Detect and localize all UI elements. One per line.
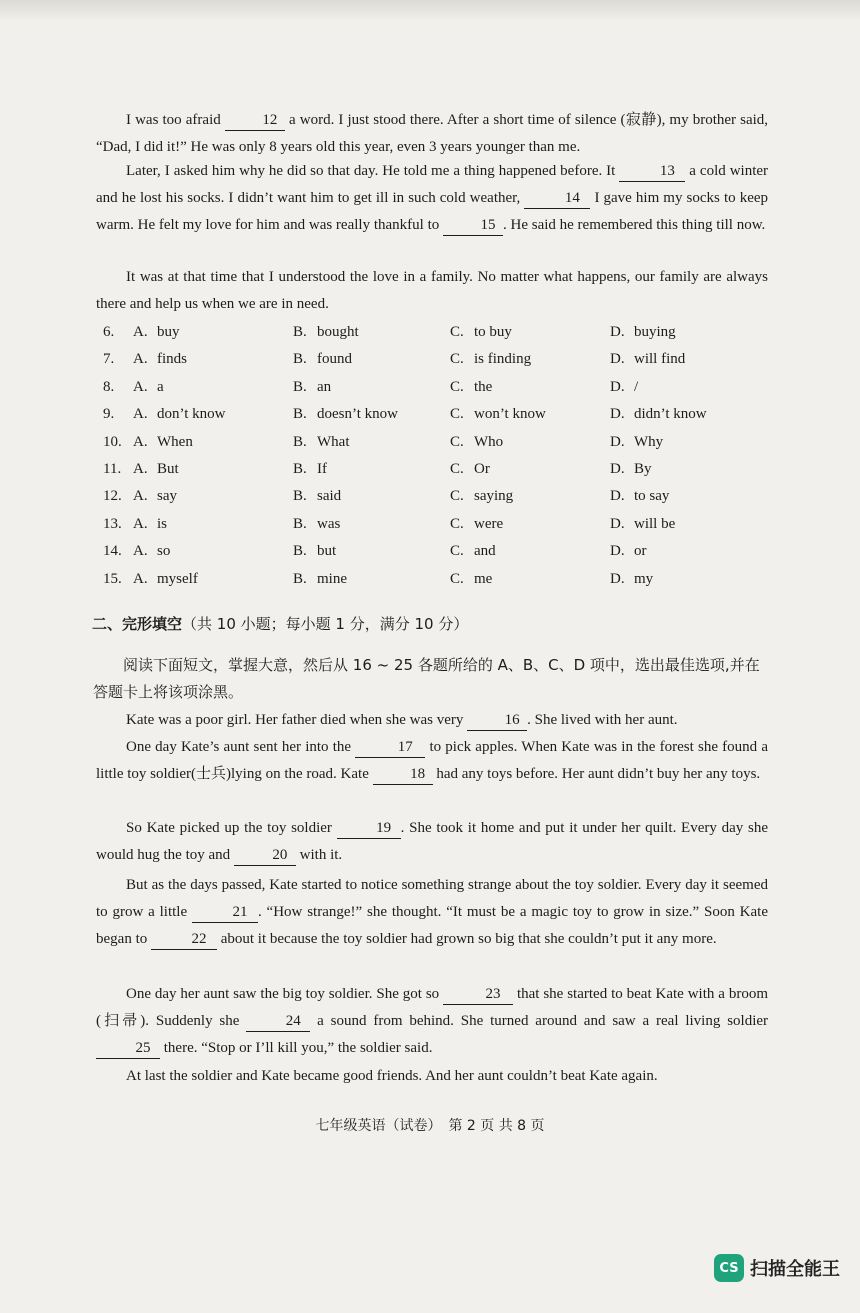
option-text: to say: [634, 488, 670, 505]
text-segment: . She lived with her aunt.: [527, 712, 678, 728]
passage2-paragraph-3: [96, 815, 768, 869]
option-letter: C.: [450, 406, 464, 423]
option-text: Who: [474, 433, 504, 450]
option-letter: D.: [610, 570, 625, 587]
passage2-paragraph-5: [96, 981, 768, 1062]
option-letter: D.: [610, 324, 625, 340]
blank-21: 21: [192, 903, 258, 923]
option-b: [293, 434, 349, 451]
blank-23: 23: [443, 985, 513, 1005]
scanner-watermark: [714, 1253, 840, 1283]
option-text: buy: [157, 324, 180, 340]
option-letter: A.: [133, 488, 148, 505]
option-letter: A.: [133, 324, 148, 340]
question-number: 10.: [103, 433, 122, 450]
option-d: [610, 379, 638, 396]
text-segment: a sound from behind. She turned around and saw a real living soldier: [317, 1013, 769, 1029]
section-2-title: [92, 613, 468, 634]
option-b: [293, 516, 340, 533]
option-letter: B.: [293, 406, 307, 423]
question-number: 8.: [103, 378, 115, 395]
blank-24: 24: [246, 1012, 310, 1032]
question-number: 9.: [103, 406, 115, 423]
option-b: [293, 571, 347, 588]
option-letter: A.: [133, 461, 148, 477]
option-a: [133, 406, 225, 423]
watermark-text: 扫描全能王: [750, 1259, 840, 1280]
text-segment: So Kate picked up the toy soldier: [126, 820, 332, 836]
text-segment: One day her aunt saw the big toy soldier. She got so: [126, 986, 440, 1002]
option-text: or: [634, 543, 647, 560]
option-b: [293, 543, 336, 560]
text-segment: I was too afraid: [126, 112, 221, 128]
option-text: but: [317, 543, 337, 560]
option-b: [293, 379, 331, 396]
option-letter: A.: [133, 515, 148, 532]
option-c: [450, 434, 503, 451]
option-c: [450, 516, 503, 533]
option-text: mine: [317, 570, 347, 587]
text-segment: Later, I asked him why he did so that day. He told me a thing happened before. It: [126, 163, 616, 179]
option-c: [450, 379, 492, 396]
option-a: [133, 516, 167, 533]
option-d: [610, 351, 685, 368]
question-number: 15.: [103, 570, 122, 587]
option-text: will be: [634, 515, 676, 532]
option-a: [133, 434, 193, 451]
question-row: [103, 488, 773, 515]
option-letter: D.: [610, 406, 625, 423]
option-a: [133, 351, 187, 368]
option-b: [293, 351, 352, 368]
option-text: was: [317, 515, 341, 532]
option-text: didn’t know: [634, 406, 707, 423]
option-letter: C.: [450, 433, 464, 450]
option-letter: C.: [450, 570, 464, 587]
text-segment: to pick apples. When Kate was in the forest she found a little toy soldier(士兵)lying on the road. Kate: [96, 739, 769, 782]
option-text: finds: [157, 351, 187, 368]
option-text: found: [317, 351, 352, 368]
scan-top-edge: [0, 0, 860, 22]
question-row: [103, 351, 773, 378]
option-text: Or: [474, 461, 490, 477]
option-c: [450, 543, 496, 560]
option-letter: B.: [293, 488, 307, 505]
text-segment: . He said he remembered this thing till now.: [503, 217, 766, 233]
option-letter: B.: [293, 461, 307, 477]
option-a: [133, 488, 177, 505]
option-a: [133, 324, 180, 341]
option-text: buying: [634, 324, 676, 340]
section-2-heading: 二、完形填空: [92, 615, 183, 633]
option-c: [450, 406, 546, 423]
text-segment: But as the days passed, Kate started to notice something strange about the toy soldier. Every day it seemed to grow a little: [96, 877, 768, 920]
option-letter: D.: [610, 433, 625, 450]
option-text: don’t know: [157, 406, 226, 423]
blank-15: 15: [443, 216, 503, 236]
option-text: What: [317, 433, 350, 450]
option-b: [293, 406, 398, 423]
option-letter: A.: [133, 433, 148, 450]
option-text: won’t know: [474, 406, 546, 423]
question-number: 12.: [103, 488, 122, 505]
option-letter: C.: [450, 543, 464, 560]
option-letter: A.: [133, 378, 148, 395]
option-text: and: [474, 543, 496, 560]
option-text: If: [317, 461, 327, 477]
option-letter: D.: [610, 378, 625, 395]
passage1-paragraph-3: It was at that time that I understood the love in a family. No matter what happens, our family are always there and help us when we are in need.: [96, 269, 768, 312]
option-letter: A.: [133, 406, 148, 423]
blank-13: 13: [619, 162, 685, 182]
text-segment: One day Kate’s aunt sent her into the: [126, 739, 352, 755]
option-letter: B.: [293, 433, 307, 450]
option-letter: C.: [450, 351, 464, 368]
option-letter: B.: [293, 324, 307, 340]
blank-19: 19: [337, 819, 401, 839]
option-letter: C.: [450, 461, 464, 477]
blank-16: 16: [467, 711, 527, 731]
option-letter: A.: [133, 570, 148, 587]
question-row: [103, 461, 773, 488]
text-segment: there. “Stop or I’ll kill you,” the soldier said.: [163, 1040, 433, 1056]
option-letter: B.: [293, 515, 307, 532]
question-row: [103, 516, 773, 543]
question-number: 11.: [103, 461, 122, 477]
option-text: doesn’t know: [317, 406, 398, 423]
text-segment: that she started to beat Kate with a broom (扫帚). Suddenly she: [96, 986, 768, 1029]
option-text: say: [157, 488, 177, 505]
passage1-paragraph-1: [96, 107, 768, 161]
option-letter: C.: [450, 378, 464, 395]
option-b: [293, 488, 341, 505]
text-segment: a word. I just stood there. After a short time of silence (寂静), my brother said, “Dad, I did it!” He was only 8 years old this year, even 3 years younger than me.: [96, 112, 769, 155]
passage2-paragraph-6: At last the soldier and Kate became good friends. And her aunt couldn’t beat Kate again.: [126, 1068, 658, 1084]
camscanner-logo-icon: CS: [714, 1254, 744, 1282]
option-text: to buy: [474, 324, 512, 340]
option-d: [610, 324, 676, 341]
option-d: [610, 461, 652, 478]
blank-17: 17: [355, 738, 425, 758]
question-row: [103, 379, 773, 406]
section-2-instruction: 阅读下面短文，掌握大意，然后从 16 ~ 25 各题所给的 A、B、C、D 项中，选出最佳选项,并在答题卡上将该项涂黑。: [93, 656, 760, 701]
option-text: were: [474, 515, 504, 532]
blank-22: 22: [151, 930, 217, 950]
option-c: [450, 461, 490, 478]
blank-18: 18: [373, 765, 433, 785]
passage2-paragraph-2: [96, 734, 768, 788]
option-text: myself: [157, 570, 198, 587]
option-b: [293, 461, 327, 478]
option-letter: A.: [133, 351, 148, 368]
option-text: By: [634, 461, 652, 477]
question-number: 14.: [103, 543, 122, 560]
option-letter: C.: [450, 324, 464, 340]
text-segment: with it.: [299, 847, 343, 863]
option-c: [450, 324, 512, 341]
blank-14: 14: [524, 189, 590, 209]
blank-20: 20: [234, 846, 296, 866]
option-letter: A.: [133, 543, 148, 560]
option-letter: D.: [610, 461, 625, 477]
option-text: a: [157, 378, 164, 395]
option-text: an: [317, 378, 332, 395]
option-d: [610, 434, 663, 451]
question-row: [103, 324, 773, 351]
passage2-paragraph-4: [96, 872, 768, 953]
option-letter: C.: [450, 488, 464, 505]
text-segment: I gave him my socks to keep warm. He felt my love for him and was really thankful to: [96, 190, 769, 233]
question-number: 13.: [103, 515, 122, 532]
option-a: [133, 379, 164, 396]
question-row: [103, 406, 773, 433]
option-text: will find: [634, 351, 686, 368]
question-row: [103, 543, 773, 570]
option-letter: C.: [450, 515, 464, 532]
option-d: [610, 516, 675, 533]
passage1-paragraph-2: [96, 158, 768, 239]
text-segment: a cold winter and he lost his socks. I didn’t want him to get ill in such cold weather,: [96, 163, 769, 206]
text-segment: . “How strange!” she thought. “It must be a magic toy to grow in size.” Soon Kate began to: [96, 904, 769, 947]
option-text: When: [157, 433, 193, 450]
question-number: 6.: [103, 324, 115, 340]
page-footer: 七年级英语（试卷） 第 2 页 共 8 页: [315, 1118, 545, 1134]
option-letter: B.: [293, 543, 307, 560]
option-letter: B.: [293, 378, 307, 395]
text-segment: about it because the toy soldier had grown so big that she couldn’t put it any more.: [220, 931, 717, 947]
option-letter: D.: [610, 488, 625, 505]
question-row: [103, 434, 773, 461]
option-letter: D.: [610, 543, 625, 560]
option-text: is finding: [474, 351, 532, 368]
question-number: 7.: [103, 351, 115, 368]
option-text: bought: [317, 324, 359, 340]
option-d: [610, 571, 653, 588]
option-text: Why: [634, 433, 664, 450]
text-segment: had any toys before. Her aunt didn’t buy her any toys.: [436, 766, 761, 782]
option-d: [610, 406, 707, 423]
option-letter: D.: [610, 515, 625, 532]
blank-12: 12: [225, 111, 285, 131]
question-row: [103, 571, 773, 598]
option-text: is: [157, 515, 168, 532]
option-text: my: [634, 570, 654, 587]
blank-25: 25: [96, 1039, 160, 1059]
option-c: [450, 488, 513, 505]
option-text: said: [317, 488, 342, 505]
option-d: [610, 543, 647, 560]
option-a: [133, 461, 179, 478]
option-b: [293, 324, 359, 341]
option-d: [610, 488, 669, 505]
option-letter: B.: [293, 351, 307, 368]
option-text: me: [474, 570, 493, 587]
option-text: But: [157, 461, 179, 477]
option-a: [133, 571, 198, 588]
option-letter: D.: [610, 351, 625, 368]
option-a: [133, 543, 170, 560]
text-segment: . She took it home and put it under her quilt. Every day she would hug the toy and: [96, 820, 769, 863]
option-text: /: [634, 378, 639, 395]
option-text: saying: [474, 488, 514, 505]
option-text: so: [157, 543, 171, 560]
option-c: [450, 571, 492, 588]
section-2-scoring-note: （共 10 小题；每小题 1 分，满分 10 分）: [182, 615, 469, 633]
text-segment: Kate was a poor girl. Her father died when she was very: [126, 712, 464, 728]
option-letter: B.: [293, 570, 307, 587]
option-c: [450, 351, 531, 368]
passage2-paragraph-1: [96, 707, 768, 734]
option-text: the: [474, 378, 493, 395]
